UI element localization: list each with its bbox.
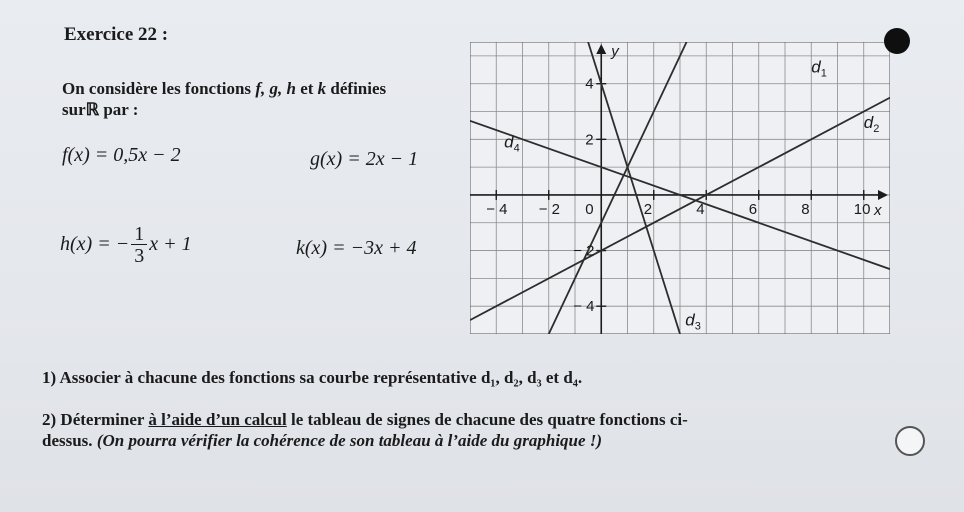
line-label-d3: $d_3$ — [685, 310, 701, 333]
graph-grid — [470, 42, 890, 334]
line-label-d4: $d_4$ — [504, 132, 520, 155]
line-label-d2: $d_2$ — [863, 113, 880, 136]
line-label-d1: $d_1$ — [811, 57, 827, 80]
x-tick-label: 8 — [801, 200, 810, 218]
exercise-title: Exercice 22 : — [64, 24, 169, 45]
intro-k: k — [317, 79, 327, 98]
intro-line-2: surℝ par : — [62, 100, 139, 119]
equation-g: g(x) = 2x − 1 — [310, 148, 419, 170]
intro-part-2: et — [295, 79, 318, 98]
y-tick-label: 4 — [585, 75, 594, 93]
y-tick-label: 2 — [585, 131, 594, 149]
question-2 — [42, 409, 842, 451]
question-2-part-b: le tableau de signes de chacune des quatre fonctions ci- — [286, 410, 688, 429]
x-tick-label: 4 — [696, 200, 705, 218]
function-graph — [470, 42, 890, 334]
x-tick-label: − 2 — [538, 200, 561, 218]
x-tick-label: 10 — [853, 200, 871, 218]
intro-text — [62, 78, 452, 120]
equation-h-fraction — [131, 224, 147, 267]
equation-f: f(x) = 0,5x − 2 — [62, 144, 181, 166]
y-axis-label: y — [611, 43, 619, 60]
fraction-numerator: 1 — [131, 224, 147, 245]
y-tick-label: − 2 — [573, 242, 595, 260]
x-tick-label: 0 — [585, 200, 594, 218]
question-2-note: (On pourra vérifier la cohérence de son tableau à l’aide du graphique !) — [96, 431, 603, 450]
x-axis-label: x — [874, 201, 882, 219]
x-tick-label: 6 — [748, 200, 758, 218]
intro-part-3: définies — [326, 79, 387, 98]
equation-h-prefix: h(x) = − — [60, 233, 130, 256]
equation-k: k(x) = −3x + 4 — [296, 237, 417, 259]
question-2-part-a: 2) Déterminer — [42, 410, 149, 429]
punch-hole-bottom — [895, 426, 925, 456]
equation-h — [60, 224, 192, 267]
question-2-underlined: à l’aide d’un calcul — [148, 410, 287, 429]
punch-hole-top — [884, 28, 910, 54]
intro-functions: f, g, h — [255, 79, 296, 98]
y-tick-label: − 4 — [573, 298, 595, 316]
x-tick-label: 2 — [643, 200, 653, 218]
x-tick-label: − 4 — [486, 200, 508, 218]
question-2-line2: dessus. — [42, 431, 97, 450]
intro-part-1: On considère les fonctions — [62, 79, 256, 98]
equation-h-suffix: x + 1 — [149, 233, 192, 256]
question-1: 1) Associer à chacune des fonctions sa courbe représentative d₁, d₂, d₃ et d₄. — [42, 368, 583, 387]
fraction-denominator: 3 — [134, 245, 145, 267]
